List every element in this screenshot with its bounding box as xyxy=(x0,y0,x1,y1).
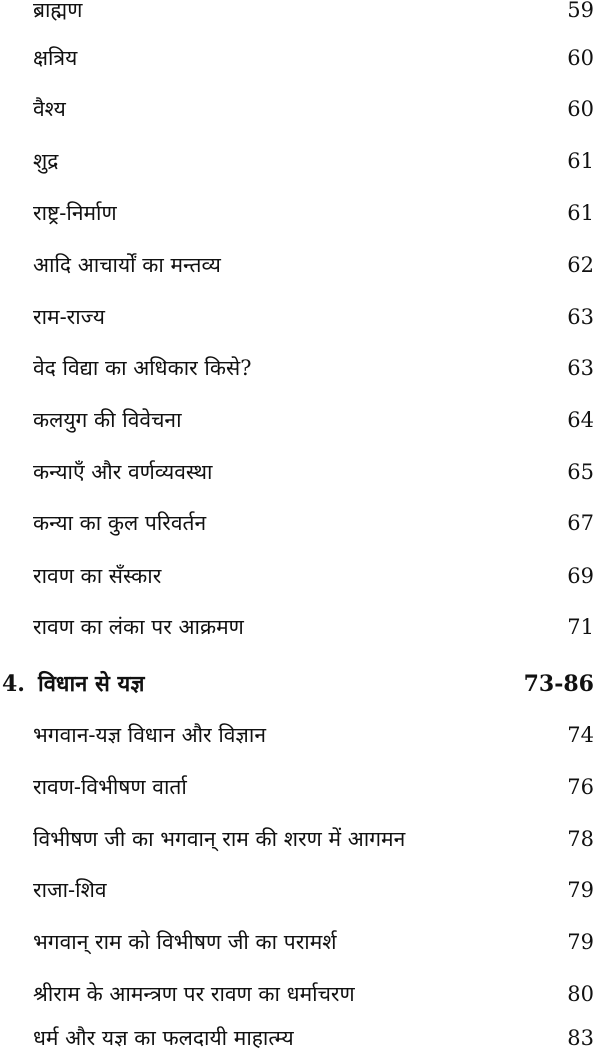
toc-entry-page: 60 xyxy=(567,46,594,70)
toc-entry-title: राम-राज्य xyxy=(33,305,105,329)
toc-entry xyxy=(0,0,600,30)
toc-entry-page: 61 xyxy=(567,149,594,173)
toc-entry xyxy=(0,193,600,233)
toc-entry-page: 69 xyxy=(567,564,594,588)
toc-entry-page: 76 xyxy=(567,775,594,799)
toc-entry-page: 78 xyxy=(567,827,594,851)
toc-entry-title: क्षत्रिय xyxy=(33,46,78,70)
toc-entry-title: आदि आचार्यों का मन्तव्य xyxy=(33,253,221,277)
toc-entry xyxy=(0,607,600,647)
toc-entry-page: 62 xyxy=(567,253,594,277)
chapter-page-range: 73-86 xyxy=(523,671,594,697)
toc-entry-title: कन्या का कुल परिवर्तन xyxy=(33,511,207,535)
toc-entry-title: रावण का सँस्कार xyxy=(33,564,162,588)
toc-entry-page: 60 xyxy=(567,97,594,121)
toc-entry xyxy=(0,89,600,129)
toc-entry-page: 64 xyxy=(567,408,594,432)
toc-entry-page: 71 xyxy=(567,615,594,639)
toc-entry xyxy=(0,922,600,962)
toc-entry-title: राष्ट्र-निर्माण xyxy=(33,201,117,225)
toc-entry-page: 79 xyxy=(567,878,594,902)
toc-entry-page: 63 xyxy=(567,356,594,380)
toc-entry xyxy=(0,819,600,859)
toc-entry-title: भगवान् राम को विभीषण जी का परामर्श xyxy=(33,930,337,954)
toc-entry-title: धर्म और यज्ञ का फलदायी माहात्म्य xyxy=(33,1026,294,1050)
chapter-title: विधान से यज्ञ xyxy=(38,671,145,697)
toc-entry-title: राजा-शिव xyxy=(33,878,107,902)
toc-entry-title: शुद्र xyxy=(33,149,59,173)
toc-entry-page: 80 xyxy=(567,982,594,1006)
toc-entry xyxy=(0,767,600,807)
toc-entry-title: वेद विद्या का अधिकार किसे? xyxy=(33,356,252,380)
toc-entry-title: कन्याएँ और वर्णव्यवस्था xyxy=(33,460,213,484)
toc-entry-title: वैश्य xyxy=(33,97,66,121)
toc-entry-page: 63 xyxy=(567,305,594,329)
toc-entry-page: 83 xyxy=(567,1026,594,1050)
toc-entry-title: कलयुग की विवेचना xyxy=(33,408,182,432)
toc-entry xyxy=(0,503,600,543)
toc-entry-title: भगवान-यज्ञ विधान और विज्ञान xyxy=(33,723,266,747)
toc-entry xyxy=(0,141,600,181)
toc-entry xyxy=(0,348,600,388)
toc-entry xyxy=(0,870,600,910)
toc-entry xyxy=(0,452,600,492)
chapter-number: 4. xyxy=(2,671,25,697)
toc-entry xyxy=(0,297,600,337)
toc-entry-title: ब्राह्मण xyxy=(33,0,83,22)
toc-entry xyxy=(0,974,600,1014)
toc-entry xyxy=(0,245,600,285)
toc-entry-page: 61 xyxy=(567,201,594,225)
toc-entry-title: रावण-विभीषण वार्ता xyxy=(33,775,187,799)
toc-entry-page: 67 xyxy=(567,511,594,535)
toc-entry xyxy=(0,715,600,755)
toc-entry-page: 79 xyxy=(567,930,594,954)
toc-entry-title: रावण का लंका पर आक्रमण xyxy=(33,615,244,639)
toc-entry-title: श्रीराम के आमन्त्रण पर रावण का धर्माचरण xyxy=(33,982,355,1006)
toc-entry-page: 59 xyxy=(567,0,594,22)
toc-entry-title: विभीषण जी का भगवान् राम की शरण में आगमन xyxy=(33,827,406,851)
toc-entry xyxy=(0,556,600,596)
toc-entry-page: 65 xyxy=(567,460,594,484)
toc-entry-page: 74 xyxy=(567,723,594,747)
toc-entry xyxy=(0,400,600,440)
toc-entry xyxy=(0,38,600,78)
toc-entry xyxy=(0,1018,600,1058)
chapter-heading xyxy=(0,664,600,704)
